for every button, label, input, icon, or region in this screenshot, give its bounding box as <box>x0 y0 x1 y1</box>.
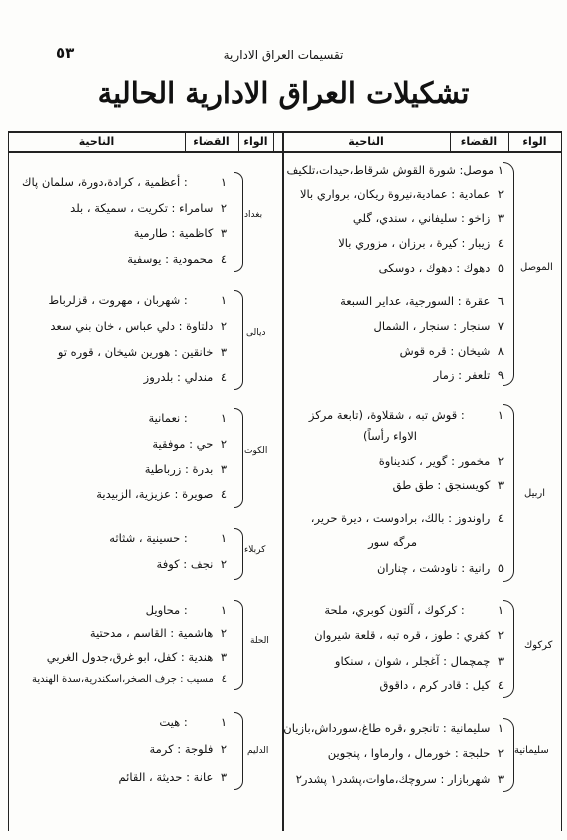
district-row: ٤ زيبار : كيرة ، برزان ، مزوري بالا <box>338 236 504 250</box>
district-row: ٣ شهربازار : سروچك،ماوات،پشدر١ پشدر٢ <box>295 772 504 786</box>
district-row: ٤ مندلي : بلدروز <box>143 370 227 384</box>
district-row: ١ : قوش تبه ، شقلاوة، (تابعة مركز <box>308 408 504 422</box>
district-row: ١ : هيت <box>159 715 227 729</box>
col-nahiya: الناحية <box>348 135 384 148</box>
col-liwa: الواء <box>522 135 547 148</box>
district-row: ٣ كويسنجق : طق طق <box>392 478 504 492</box>
liwa-label: بغداد <box>244 210 263 220</box>
page-title: تشكيلات العراق الادارية الحالية <box>97 76 470 110</box>
district-row: ١ سليمانية : تانجرو ،قره طاغ،سورداش،بازيان <box>283 721 504 735</box>
district-row: ٢ حلبجة : خورمال ، وارماوا ، پنجوين <box>327 746 504 760</box>
district-row: ٤ مسيب : جرف الصخر،اسكندرية،سدة الهندية <box>31 674 227 685</box>
right-border <box>561 131 562 831</box>
header-divider <box>273 131 274 152</box>
liwa-label: الكوت <box>244 446 268 456</box>
running-title: تقسيمات العراق الادارية <box>223 48 344 62</box>
district-row: ٩ تلعفر : زمار <box>433 368 504 382</box>
col-liwa: الواء <box>243 135 268 148</box>
district-row: ٣ بدرة : زرباطية <box>144 462 227 476</box>
district-row: مرگه سور <box>368 535 417 549</box>
district-row: ٣ عانة : حديثة ، القائم <box>118 770 227 784</box>
district-row: ١ : شهربان ، مهروت ، قزلرباط <box>48 293 227 307</box>
district-row: ٣ هندية : كفل، ابو غرق،جدول الغربي <box>46 650 227 664</box>
district-row: ٣ زاخو : سليفاني ، سندي، گلي <box>352 211 504 225</box>
district-row: ١ : حسينية ، شثاثه <box>109 531 227 545</box>
col-qadha: القضاء <box>460 135 498 148</box>
liwa-label: ديالى <box>246 328 266 338</box>
col-qadha: القضاء <box>193 135 230 148</box>
district-row: ٢ سامراء : تكريت ، سميكة ، بلد <box>70 201 227 215</box>
district-row: ٢ دلتاوة : دلي عباس ، خان بني سعد <box>50 319 227 333</box>
group-brace <box>234 408 243 508</box>
district-row: ٨ شيخان : قره قوش <box>399 344 504 358</box>
district-row: ٦ عقرة : السورجية، عداير السبعة <box>340 294 504 308</box>
district-row: ٥ دهوك : دهوك ، دوسكى <box>378 261 504 275</box>
group-brace <box>234 600 243 690</box>
district-row: ٤ محمودية : يوسفية <box>127 252 227 266</box>
district-row: ٢ مخمور : گوير ، كنديناوة <box>378 454 504 468</box>
district-row: ١ : أعظمية ، كرادة،دورة، سلمان پاك <box>22 175 227 189</box>
district-row: ٤ راوندوز : بالك، برادوست ، ديرة حرير، <box>310 511 504 525</box>
liwa-label: الموصل <box>520 262 553 273</box>
liwa-label: كركوك <box>524 640 553 651</box>
group-brace <box>503 162 514 386</box>
district-row: ٣ چمچمال : آغجلر ، شوان ، سنكاو <box>334 654 504 668</box>
liwa-label: سليمانية <box>514 745 549 756</box>
district-row: ١ : كركوك ، آلتون كوبري، ملحة <box>324 603 504 617</box>
liwa-label: الحلة <box>250 636 269 646</box>
liwa-label: الدليم <box>247 746 269 756</box>
district-row: ٣ خانقين : هورين شيخان ، قوره تو <box>57 345 227 359</box>
district-row: ٤ كيل : قادر كرم ، داقوق <box>379 678 504 692</box>
left-border <box>8 131 9 831</box>
district-row: ٢ عمادية : عمادية،نيروة ريكان، برواري بالا <box>299 187 504 201</box>
district-row: الاواء رأساً) <box>363 429 417 443</box>
group-brace <box>503 600 514 698</box>
group-brace <box>503 718 514 792</box>
district-row: ٥ رانية : ناودشت ، چناران <box>376 561 504 575</box>
col-nahiya: الناحية <box>78 135 115 148</box>
group-brace <box>234 172 243 272</box>
district-row: ١ : محاويل <box>145 603 227 617</box>
page-number: ٥٣ <box>56 44 75 62</box>
liwa-label: كربلاء <box>244 545 266 555</box>
district-row: ٣ كاظمية : طارمية <box>133 226 227 240</box>
district-row: ٤ صويرة : عزيزية، الزبيدية <box>96 487 227 501</box>
district-row: ٢ كفري : طوز ، قره تبه ، قلعة شيروان <box>314 628 504 642</box>
table-header-rule <box>8 151 562 153</box>
district-row: ٢ فلوجة : كرمة <box>149 742 227 756</box>
district-row: ١موصل: شورة القوش شرقاط،حيدات،تلكيف <box>286 163 504 177</box>
group-brace <box>234 290 243 390</box>
district-row: ١ : نعمانية <box>148 411 227 425</box>
district-row: ٧ سنجار : سنجار ، الشمال <box>373 319 504 333</box>
group-brace <box>234 712 243 790</box>
district-row: ٢ نجف : كوفة <box>156 557 227 571</box>
group-brace <box>234 528 243 580</box>
district-row: ٢ هاشمية : القاسم ، مدحتية <box>89 626 227 640</box>
group-brace <box>503 404 514 582</box>
liwa-label: اربيل <box>524 488 545 499</box>
district-row: ٢ حي : موفقية <box>152 437 227 451</box>
